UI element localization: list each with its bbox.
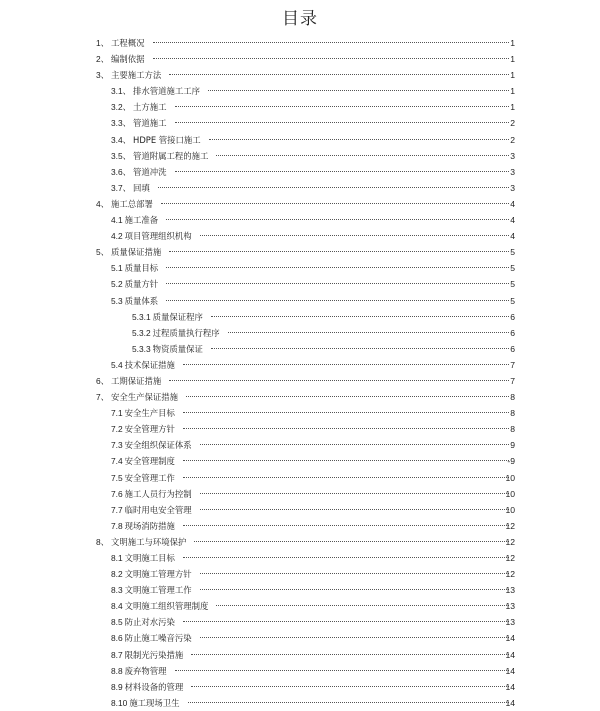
- toc-dot-leader: [208, 90, 509, 91]
- toc-entry-label: [0, 341, 515, 357]
- toc-entry[interactable]: [0, 518, 600, 534]
- toc-entry-text: 项目管理组织机构: [124, 231, 192, 242]
- toc-dot-leader: [183, 477, 509, 478]
- toc-dot-leader: [191, 686, 509, 687]
- toc-entry[interactable]: [0, 51, 600, 67]
- toc-entry-text: 安全管理方针: [124, 424, 175, 435]
- toc-entry[interactable]: [0, 534, 600, 550]
- toc-entry-text: 文明施工目标: [124, 553, 175, 563]
- toc-entry[interactable]: [0, 180, 600, 196]
- toc-dot-leader: [194, 541, 509, 542]
- toc-entry-label: [0, 630, 515, 646]
- toc-dot-leader: [175, 670, 509, 671]
- toc-page-number: 14: [505, 649, 515, 660]
- toc-page-number: 14: [505, 633, 515, 644]
- toc-entry-label: [0, 453, 515, 469]
- toc-page-number: 8: [510, 424, 515, 435]
- toc-dot-leader: [200, 573, 509, 574]
- toc-entry[interactable]: [0, 196, 600, 212]
- toc-entry-number: 3、: [96, 70, 110, 81]
- toc-page-number: 13: [505, 617, 515, 628]
- toc-page-number: 14: [505, 681, 515, 692]
- toc-dot-leader: [228, 332, 509, 333]
- toc-entry-label: [0, 470, 515, 486]
- toc-entry-label: [0, 99, 515, 115]
- toc-page-number: 8: [510, 392, 515, 403]
- page-title: 目录: [282, 9, 318, 29]
- toc-entry-label: [0, 51, 515, 67]
- toc-entry-number: 7.6: [111, 488, 123, 499]
- toc-entry-text: 工程概况: [111, 38, 145, 48]
- toc-entry-label: [0, 260, 515, 276]
- toc-entry-text: 管道冲洗: [133, 166, 167, 177]
- toc-entry-number: 5、: [96, 247, 110, 258]
- toc-dot-leader: [183, 364, 509, 365]
- toc-entry-number: 8.7: [111, 649, 123, 660]
- toc-dot-leader: [175, 122, 509, 123]
- toc-page-number: -9: [507, 456, 515, 467]
- toc-entry-number: 8.1: [111, 553, 123, 563]
- toc-entry-label: [0, 647, 515, 663]
- toc-entry-number: 8.8: [111, 665, 123, 676]
- toc-entry-number: 8.5: [111, 617, 123, 628]
- toc-entry-text: 文明施工管理方针: [124, 569, 192, 580]
- toc-dot-leader: [183, 412, 509, 413]
- toc-entry-label: [0, 566, 515, 582]
- toc-entry-label: [0, 164, 515, 180]
- toc-entry-text: 安全管理工作: [124, 472, 175, 483]
- toc-entry[interactable]: [0, 67, 600, 83]
- toc-page-number: 14: [505, 697, 515, 708]
- toc-entry-label: [0, 373, 515, 389]
- toc-entry-label: [0, 325, 515, 341]
- toc-dot-leader: [209, 139, 509, 140]
- toc-entry-number: 5.3.1: [132, 311, 151, 322]
- toc-entry-label: [0, 582, 515, 598]
- toc-page-number: 12: [505, 553, 515, 563]
- toc-entry-text: 质量体系: [124, 295, 159, 306]
- toc-entry-label: [0, 405, 515, 421]
- toc-page-number: 14: [505, 665, 515, 676]
- toc-entry-number: 3.1、: [111, 86, 132, 97]
- toc-dot-leader: [169, 74, 509, 75]
- toc-entry-label: [0, 421, 515, 437]
- toc-entry-number: 3.6、: [111, 166, 132, 177]
- toc-page-number: 9: [510, 440, 515, 451]
- toc-entry-text: 材料设备的管理: [124, 681, 184, 692]
- toc-page-number: 12: [505, 536, 515, 547]
- toc-entry-label: [0, 437, 515, 453]
- toc-page-number: 7: [510, 375, 515, 386]
- toc-page-number: 1: [510, 102, 515, 113]
- toc-entry-text: 施工人员行为控制: [124, 488, 192, 499]
- toc-page-number: 1: [510, 86, 515, 97]
- toc-entry[interactable]: [0, 421, 600, 437]
- toc-entry[interactable]: [0, 630, 600, 646]
- toc-page-number: 2: [510, 134, 515, 145]
- toc-entry-text: 质量保证程序: [152, 311, 203, 322]
- toc-entry[interactable]: [0, 276, 600, 292]
- toc-entry-text: 质量目标: [124, 263, 159, 274]
- toc-entry-text: 管道附属工程的施工: [133, 150, 209, 161]
- toc-dot-leader: [188, 702, 509, 703]
- toc-dot-leader: [200, 637, 509, 638]
- toc-dot-leader: [175, 171, 509, 172]
- toc-entry-number: 3.2、: [111, 102, 132, 113]
- toc-entry[interactable]: [0, 260, 600, 276]
- toc-page-number: 5: [510, 247, 515, 258]
- toc-entry-number: 4.2: [111, 231, 123, 242]
- toc-entry[interactable]: [0, 115, 600, 131]
- toc-dot-leader: [186, 396, 509, 397]
- toc-entry[interactable]: [0, 647, 600, 663]
- toc-dot-leader: [166, 267, 509, 268]
- toc-entry-number: 7.8: [111, 520, 123, 531]
- toc-page-number: 1: [510, 54, 515, 65]
- toc-entry[interactable]: [0, 35, 600, 51]
- toc-page-number: 13: [505, 601, 515, 612]
- toc-entry[interactable]: [0, 453, 600, 469]
- toc-page-number: 3: [510, 166, 515, 177]
- toc-entry-text: 过程质量执行程序: [152, 327, 220, 338]
- toc-entry-number: 5.4: [111, 359, 123, 370]
- toc-entry-label: [0, 663, 515, 679]
- toc-entry-number: 8.2: [111, 569, 123, 580]
- toc-page-number: 4: [510, 198, 515, 209]
- toc-entry[interactable]: [0, 325, 600, 341]
- toc-entry-number: 1、: [96, 38, 110, 48]
- toc-dot-leader: [183, 557, 509, 558]
- toc-entry-text: 质量保证措施: [111, 247, 162, 258]
- toc-entry-text: 安全生产保证措施: [111, 392, 179, 403]
- toc-page-number: 6: [510, 327, 515, 338]
- toc-entry[interactable]: [0, 437, 600, 453]
- toc-page-number: 10: [505, 488, 515, 499]
- toc-page-number: 8: [510, 408, 515, 419]
- toc-entry-text: 安全生产目标: [124, 408, 175, 419]
- toc-entry-text: 安全组织保证体系: [124, 440, 192, 451]
- toc-entry-text: 排水管道施工工序: [133, 86, 201, 97]
- toc-entry-label: [0, 502, 515, 518]
- toc-entry-text: 临时用电安全管理: [124, 504, 192, 515]
- toc-dot-leader: [153, 42, 509, 43]
- toc-entry-label: [0, 598, 515, 614]
- toc-entry-text: 土方施工: [133, 102, 167, 113]
- toc-page-number: 13: [505, 585, 515, 596]
- toc-entry-number: 8.3: [111, 585, 123, 596]
- toc-page-number: 5: [510, 295, 515, 306]
- toc-entry-number: 5.3.2: [132, 327, 151, 338]
- toc-dot-leader: [191, 654, 509, 655]
- toc-entry-number: 4.1: [111, 215, 123, 226]
- toc-entry-number: 2、: [96, 54, 110, 65]
- toc-entry-text: 编制依据: [111, 54, 145, 65]
- toc-entry-text: 安全管理制度: [124, 456, 175, 467]
- toc-entry-number: 3.3、: [111, 118, 132, 129]
- toc-entry-number: 7.2: [111, 424, 123, 435]
- toc-entry-text: 限制光污染措施: [124, 649, 184, 660]
- toc-entry[interactable]: [0, 663, 600, 679]
- table-of-contents: [0, 35, 600, 711]
- toc-entry[interactable]: [0, 373, 600, 389]
- toc-entry-text: 施工现场卫生: [129, 697, 180, 708]
- toc-entry-text: 防止对水污染: [124, 617, 175, 628]
- toc-entry[interactable]: [0, 341, 600, 357]
- toc-page-number: 6: [510, 343, 515, 354]
- toc-entry-label: [0, 614, 515, 630]
- toc-entry-text: 施工准备: [124, 215, 159, 226]
- toc-dot-leader: [200, 493, 509, 494]
- toc-entry-number: 5.3: [111, 295, 123, 306]
- toc-entry-text: 技术保证措施: [124, 359, 175, 370]
- toc-entry-label: [0, 67, 515, 83]
- toc-entry-label: [0, 83, 515, 99]
- toc-dot-leader: [161, 203, 509, 204]
- toc-dot-leader: [200, 589, 509, 590]
- toc-entry-label: [0, 148, 515, 164]
- toc-entry-number: 7.3: [111, 440, 123, 451]
- toc-entry-label: [0, 357, 515, 373]
- toc-entry-text: 主要施工方法: [111, 70, 162, 81]
- toc-dot-leader: [153, 58, 509, 59]
- toc-entry-label: [0, 276, 515, 292]
- toc-dot-leader: [166, 300, 509, 301]
- toc-entry[interactable]: [0, 389, 600, 405]
- toc-entry-label: [0, 132, 515, 148]
- toc-dot-leader: [211, 348, 509, 349]
- toc-entry-number: 5.3.3: [132, 343, 151, 354]
- toc-entry-number: 6、: [96, 375, 110, 386]
- toc-entry-label: [0, 115, 515, 131]
- toc-entry-number: 8.4: [111, 601, 123, 612]
- toc-entry-label: [0, 309, 515, 325]
- toc-entry-label: [0, 180, 515, 196]
- toc-entry-text: HDPE 管接口施工: [133, 134, 201, 145]
- toc-entry[interactable]: [0, 679, 600, 695]
- toc-entry-text: 废弃物管理: [124, 665, 167, 676]
- toc-page-number: 10: [505, 504, 515, 515]
- toc-entry-text: 文明施工组织管理制度: [124, 601, 209, 612]
- toc-dot-leader: [200, 444, 509, 445]
- toc-entry[interactable]: [0, 293, 600, 309]
- toc-dot-leader: [183, 621, 509, 622]
- toc-dot-leader: [216, 155, 509, 156]
- toc-entry-text: 回填: [133, 182, 150, 193]
- toc-entry[interactable]: [0, 132, 600, 148]
- toc-entry[interactable]: [0, 614, 600, 630]
- toc-page-number: 2: [510, 118, 515, 129]
- toc-entry-label: [0, 518, 515, 534]
- toc-entry-label: [0, 35, 515, 51]
- toc-dot-leader: [183, 428, 509, 429]
- toc-page-number: 6: [510, 311, 515, 322]
- toc-entry-label: [0, 550, 515, 566]
- toc-dot-leader: [169, 251, 509, 252]
- toc-dot-leader: [166, 283, 509, 284]
- toc-page-number: 5: [510, 279, 515, 290]
- toc-page-number: 10: [505, 472, 515, 483]
- toc-entry-label: [0, 389, 515, 405]
- toc-entry-label: [0, 534, 515, 550]
- toc-entry[interactable]: [0, 228, 600, 244]
- toc-page-number: 7: [510, 359, 515, 370]
- toc-dot-leader: [211, 316, 509, 317]
- toc-entry[interactable]: [0, 598, 600, 614]
- toc-page-number: 1: [510, 38, 515, 48]
- toc-entry[interactable]: [0, 405, 600, 421]
- toc-entry-number: 5.2: [111, 279, 123, 290]
- toc-entry-number: 7.5: [111, 472, 123, 483]
- toc-entry-label: [0, 293, 515, 309]
- toc-dot-leader: [169, 380, 509, 381]
- toc-entry-number: 4、: [96, 198, 110, 209]
- toc-entry[interactable]: [0, 486, 600, 502]
- toc-page-number: 3: [510, 150, 515, 161]
- toc-entry[interactable]: [0, 212, 600, 228]
- toc-dot-leader: [200, 509, 509, 510]
- toc-entry[interactable]: [0, 99, 600, 115]
- toc-page-number: 4: [510, 215, 515, 226]
- toc-page-number: 5: [510, 263, 515, 274]
- toc-entry-text: 工期保证措施: [111, 375, 162, 386]
- toc-entry-text: 文明施工管理工作: [124, 585, 192, 596]
- toc-entry-label: [0, 244, 515, 260]
- toc-entry[interactable]: [0, 164, 600, 180]
- toc-entry[interactable]: [0, 309, 600, 325]
- toc-entry-number: 7.1: [111, 408, 123, 419]
- toc-entry-text: 管道施工: [133, 118, 167, 129]
- toc-dot-leader: [200, 235, 509, 236]
- toc-entry[interactable]: [0, 244, 600, 260]
- toc-entry-label: [0, 695, 515, 711]
- toc-page-number: 12: [505, 520, 515, 531]
- toc-entry-number: 7.4: [111, 456, 123, 467]
- toc-page-number: 4: [510, 231, 515, 242]
- toc-entry-number: 5.1: [111, 263, 123, 274]
- toc-dot-leader: [158, 187, 509, 188]
- toc-entry[interactable]: [0, 566, 600, 582]
- toc-entry[interactable]: [0, 582, 600, 598]
- toc-dot-leader: [175, 106, 509, 107]
- toc-entry-text: 物资质量保证: [152, 343, 203, 354]
- toc-entry[interactable]: [0, 502, 600, 518]
- toc-entry-number: 8、: [96, 536, 110, 547]
- toc-entry-label: [0, 212, 515, 228]
- toc-entry-text: 现场消防措施: [124, 520, 175, 531]
- toc-entry-number: 7、: [96, 392, 110, 403]
- toc-page-number: 12: [505, 569, 515, 580]
- toc-entry-number: 8.6: [111, 633, 123, 644]
- toc-page-number: 1: [510, 70, 515, 81]
- toc-entry[interactable]: [0, 550, 600, 566]
- toc-entry-number: 3.7、: [111, 182, 132, 193]
- toc-entry-label: [0, 196, 515, 212]
- toc-entry[interactable]: [0, 83, 600, 99]
- toc-dot-leader: [183, 460, 509, 461]
- toc-dot-leader: [183, 525, 509, 526]
- toc-entry-text: 质量方针: [124, 279, 159, 290]
- toc-entry[interactable]: [0, 148, 600, 164]
- toc-entry-number: 7.7: [111, 504, 123, 515]
- toc-page-number: 3: [510, 182, 515, 193]
- toc-entry-text: 文明施工与环境保护: [111, 536, 187, 547]
- toc-entry[interactable]: [0, 357, 600, 373]
- toc-dot-leader: [166, 219, 509, 220]
- toc-dot-leader: [216, 605, 509, 606]
- toc-entry-number: 3.5、: [111, 150, 132, 161]
- toc-entry-text: 防止施工噪音污染: [124, 633, 192, 644]
- toc-entry-number: 3.4、: [111, 134, 132, 145]
- toc-entry-label: [0, 486, 515, 502]
- toc-entry[interactable]: [0, 470, 600, 486]
- toc-entry-number: 8.9: [111, 681, 123, 692]
- toc-entry-text: 施工总部署: [111, 198, 153, 209]
- toc-entry-label: [0, 228, 515, 244]
- toc-entry-number: 8.10: [111, 697, 128, 708]
- toc-entry-label: [0, 679, 515, 695]
